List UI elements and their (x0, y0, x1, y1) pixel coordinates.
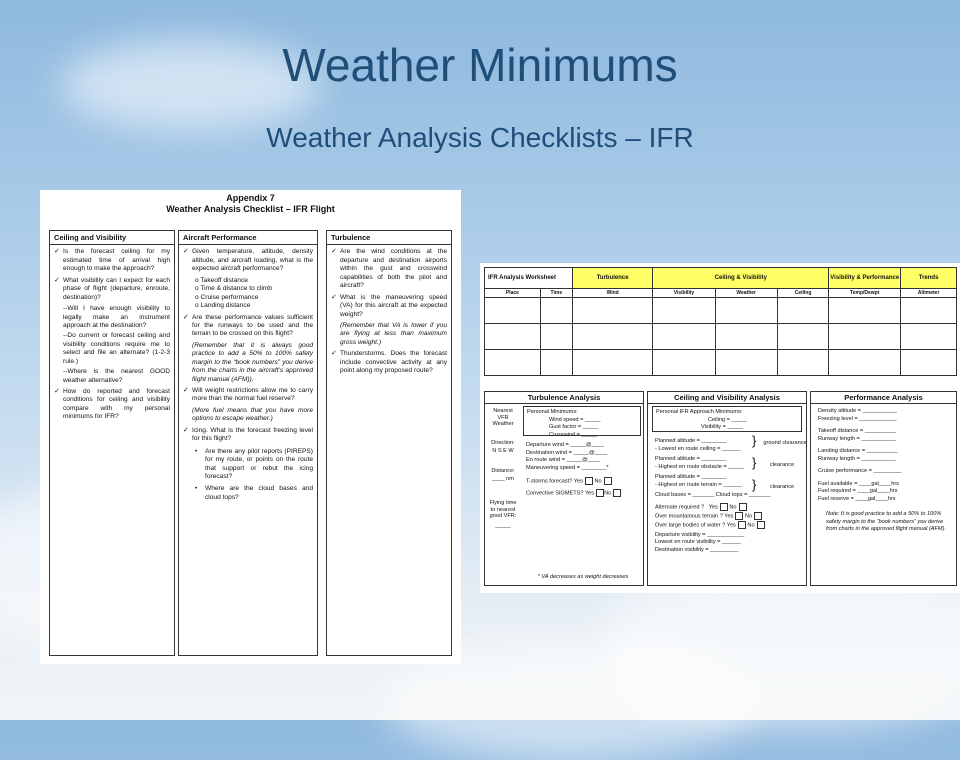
aircraft-performance-column (178, 230, 318, 656)
checklist-header (40, 190, 461, 216)
no-checkbox[interactable] (754, 512, 762, 520)
checklist-subitem: --Do current or forecast ceiling and visibility conditions require me to select and file an alternate? (1-2-3 rule.) (63, 332, 170, 365)
box-title: Personal Minimums: (527, 409, 578, 415)
lowest-ceiling-field: - Lowest en route ceiling = ______ (655, 445, 741, 452)
group-header: Turbulence (572, 268, 652, 289)
clearance-brace: } (752, 477, 757, 492)
group-header: Ceiling & Visibility (653, 268, 829, 289)
clearance-label: clearance (769, 484, 795, 490)
runway-length-field: Runway length = ___________ (818, 435, 896, 442)
section-title: Performance Analysis (811, 392, 956, 404)
no-label: No (747, 522, 755, 529)
personal-minimums-box (523, 406, 641, 436)
departure-wind-field: Departure wind = _____@____ (526, 442, 604, 448)
column-header: Wind (572, 289, 652, 298)
nearest-vfr-label: Nearest VFR Weather (492, 408, 514, 428)
distance-label: Distance: (491, 468, 515, 474)
checklist-item: ✓ Are the wind conditions at the departure and destination airports within the gust and crosswind capabilities of both the pilot and aircraft? (331, 248, 447, 290)
clearance-brace: } (752, 455, 757, 470)
checklist-subitem: --Will I have enough visibility to legally make an instrument approach at the destination? (63, 305, 170, 329)
checklist-title: Weather Analysis Checklist – IFR Flight (166, 204, 335, 215)
checklist-subitem: --Where is the nearest GOOD weather alternative? (63, 368, 170, 384)
no-label: No (604, 490, 612, 497)
highest-obstacle-field: - Highest en route obstacle = _____ (655, 463, 744, 470)
group-header: Trends (901, 268, 957, 289)
appendix-label: Appendix 7 (226, 193, 275, 203)
highest-terrain-field: - Highest en route terrain = ______ (655, 481, 742, 488)
ifr-checklist-document (40, 190, 461, 664)
clearance-brace: } (752, 433, 757, 448)
column-header: Place (485, 289, 541, 298)
destination-wind-field: Destination wind = _____@____ (526, 449, 608, 456)
table-row (485, 324, 957, 350)
checklist-note: (Remember that VA is lower if you are flying at less than maximum gross weight.) (340, 321, 447, 346)
checklist-item: ✓ Is the forecast ceiling for my estimated time of arrival high enough to make the approach? (54, 248, 170, 273)
va-footnote: * VA decreases as weight decreases (537, 574, 629, 580)
column-header: Weather (715, 289, 777, 298)
ifr-analysis-worksheet (480, 263, 960, 593)
compass-label: N S E W (492, 448, 514, 454)
cloud-bases-tops-field: Cloud bases = _______ Cloud tops = _______ (655, 492, 771, 499)
list-item: o Time & distance to climb (195, 285, 313, 293)
checklist-note: (More fuel means that you have more options to escape weather.) (192, 406, 313, 423)
lowest-visibility-field: Lowest en route visibility = ______ (655, 539, 741, 546)
list-item: o Landing distance (195, 302, 313, 310)
ceiling-field: Ceiling = _____ (708, 416, 748, 423)
t-storms-label: T-storms forecast? Yes (526, 478, 583, 485)
departure-visibility-field: Departure visibility = ____________ (655, 531, 745, 538)
checklist-item: ✓ Given temperature, altitude, density altitude, and aircraft loading, what is the expected aircraft performance? (183, 248, 313, 273)
personal-ifr-minimums-box (652, 406, 802, 432)
slide-title: Weather Minimums (282, 39, 678, 91)
planned-altitude-field: Planned altitude = ________ (655, 438, 727, 444)
flying-time-label: Flying time to nearest good VFR: (489, 500, 517, 520)
yes-checkbox[interactable] (596, 489, 604, 497)
column-header: Time (540, 289, 572, 298)
no-label: No (729, 504, 737, 511)
worksheet-table (484, 267, 957, 376)
ceiling-visibility-column (49, 230, 175, 656)
worksheet-title: IFR Analysis Worksheet (485, 268, 573, 289)
yes-checkbox[interactable] (735, 512, 743, 520)
fuel-reserve-field: Fuel reserve = ____gal____hrs (818, 495, 896, 502)
maneuvering-speed-field: Maneuvering speed = ________* (526, 464, 609, 471)
checklist-item: ✓ Will weight restrictions allow me to carry more than the normal fuel reserve? (183, 387, 313, 404)
column-title: Aircraft Performance (179, 233, 317, 245)
column-title: Turbulence (327, 233, 451, 245)
ground-clearance-label: ground clearance (763, 440, 807, 446)
section-title: Ceiling and Visibility Analysis (648, 392, 806, 404)
section-title: Turbulence Analysis (485, 392, 643, 404)
direction-label: Direction: (491, 440, 515, 446)
checklist-item: ✓ Icing. What is the forecast freezing level for this flight? (183, 427, 313, 444)
wind-box (523, 440, 641, 524)
wind-speed-field: Wind speed = _____ (549, 416, 601, 423)
alternate-required-label: Alternate required ? (655, 504, 705, 511)
table-row (485, 350, 957, 376)
crosswind-field: Crosswind = _____ (549, 431, 598, 438)
turbulence-column (326, 230, 452, 656)
altitude-box (652, 433, 804, 582)
list-item: o Cruise performance (195, 294, 313, 302)
checklist-note: (Remember that it is always good practice to add a 50% to 100% safety margin to the “book numbers” you derive from the charts in the aircraft’s approved flight manual (AFM)). (192, 341, 313, 383)
clearance-label: clearance (769, 462, 795, 468)
takeoff-distance-field: Takeoff distance = __________ (818, 428, 896, 435)
no-checkbox[interactable] (757, 521, 765, 529)
checklist-item: ✓ How do reported and forecast conditions for ceiling and visibility compare with my personal minimums for IFR? (54, 388, 170, 422)
safety-margin-note: Note: It is good practice to add a 50% to 100% safety margin to the “book numbers” you derive from charts in the approved flight manual (AFM). (826, 511, 947, 532)
no-checkbox[interactable] (604, 477, 612, 485)
performance-list (195, 277, 313, 311)
column-title: Ceiling and Visibility (50, 233, 174, 245)
column-header: Visibility (653, 289, 715, 298)
distance-value: ____ nm (492, 476, 514, 482)
column-header: Altimeter (901, 289, 957, 298)
fuel-required-field: Fuel required = ____gal____hrs (818, 488, 898, 495)
flying-time-value: _____ (495, 523, 511, 529)
no-label: No (594, 478, 602, 485)
visibility-field: Visibility = _____ (701, 424, 744, 431)
runway-length-field: Runway length = ___________ (818, 455, 896, 462)
sigmets-label: Convective SIGMETS? Yes (526, 490, 595, 497)
turbulence-analysis-section (484, 391, 644, 586)
fuel-available-field: Fuel available = ____gal____hrs (818, 480, 900, 487)
yes-checkbox[interactable] (720, 503, 728, 511)
box-title: Personal IFR Approach Minimums: (656, 409, 743, 415)
en-route-wind-field: En route wind = _____@____ (526, 457, 601, 464)
performance-analysis-section (810, 391, 957, 586)
freezing-level-field: Freezing level = ____________ (818, 415, 897, 422)
performance-fields (815, 406, 955, 582)
checklist-item: ✓ What visibility can I expect for each phase of flight (departure, enroute, destination)? (54, 277, 170, 302)
table-row (485, 298, 957, 324)
cruise-performance-field: Cruise performance = _________ (818, 468, 902, 475)
planned-altitude-field: Planned altitude = ________ (655, 456, 727, 463)
checklist-item: ✓ Thunderstorms. Does the forecast include convective activity at any point along my proposed route? (331, 350, 447, 375)
yes-label: Yes (708, 504, 718, 511)
no-checkbox[interactable] (739, 503, 747, 511)
no-checkbox[interactable] (613, 489, 621, 497)
mountainous-terrain-label: Over mountainous terrain ? Yes (655, 513, 734, 520)
no-label: No (744, 513, 753, 520)
checklist-item: ✓ Are these performance values sufficient for the runways to be used and the terrain to be crossed on this flight? (183, 314, 313, 339)
group-header: Visibility & Performance (829, 268, 901, 289)
destination-visibility-field: Destination visibility = _________ (655, 547, 739, 554)
gust-factor-field: Gust factor = _____ (549, 424, 599, 431)
density-altitude-field: Density altitude = ___________ (818, 408, 897, 414)
slide-subtitle: Weather Analysis Checklists – IFR (266, 122, 694, 153)
column-header: Ceiling (777, 289, 829, 298)
yes-checkbox[interactable] (738, 521, 746, 529)
list-item: o Takeoff distance (195, 277, 313, 285)
yes-checkbox[interactable] (585, 477, 593, 485)
landing-distance-field: Landing distance = __________ (818, 448, 898, 455)
ceiling-visibility-section (647, 391, 807, 586)
large-water-label: Over large bodies of water ? Yes (655, 522, 736, 529)
planned-altitude-field: Planned altitude = ________ (655, 474, 727, 481)
checklist-subitem: • Are there any pilot reports (PIREPS) for my route, or points on the route that support or rebut the icing forecast? (183, 448, 313, 482)
checklist-item: ✓ What is the maneuvering speed (VA) for this aircraft at the expected weight? (331, 294, 447, 319)
checklist-subitem: • Where are the cloud bases and cloud tops? (183, 485, 313, 502)
column-header: Temp/Dewpt (829, 289, 901, 298)
